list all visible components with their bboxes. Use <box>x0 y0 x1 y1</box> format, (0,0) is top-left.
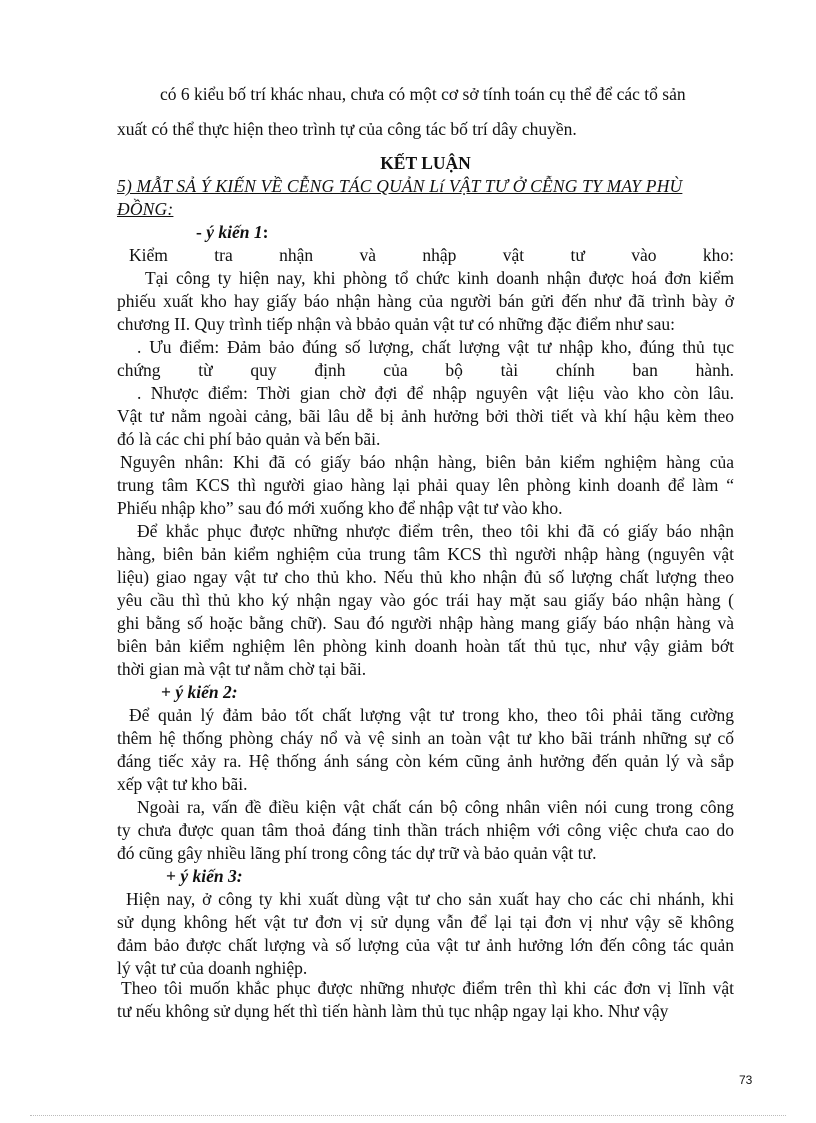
opinion-3-heading <box>166 864 366 888</box>
opinion-2-heading <box>161 680 361 704</box>
opinion-label: ý kiến 2: <box>175 682 238 702</box>
opinion-prefix: + <box>166 866 181 886</box>
paragraph-line: Để quản lý đảm bảo tốt chất lượng vật tư trong kho, theo tôi phải tăng cường <box>129 705 734 725</box>
opinion-label: ý kiến 3: <box>180 866 243 886</box>
paragraph-line: sử dụng không hết vật tư đơn vị sử dụng vẫn để lại tại đơn vị như vậy sẽ không <box>117 912 734 932</box>
paragraph-line: thêm hệ thống phòng cháy nổ và vệ sinh an toàn vật tư kho bãi tránh những sự cố <box>117 728 734 748</box>
paragraph-line: đó cũng gây nhiều lãng phí trong công tác dự trữ và bảo quản vật tư. <box>117 843 597 863</box>
paragraph-line: yêu cầu thì thủ kho ký nhận ngay vào góc trái hay mặt sau giấy báo nhận hàng ( <box>117 590 734 610</box>
paragraph-line: đáng tiếc xảy ra. Hệ thống ánh sáng còn kém cũng ảnh hưởng đến quản lý và sắp <box>117 751 734 771</box>
paragraph-line: Hiện nay, ở công ty khi xuất dùng vật tư cho sản xuất hay cho các chi nhánh, khi <box>126 889 734 909</box>
paragraph-line: ghi bằng số hoặc bằng chữ). Sau đó người nhập hàng mang giấy báo nhận hàng và <box>117 613 734 633</box>
paragraph-line: . Ưu điểm: Đảm bảo đúng số lượng, chất lượng vật tư nhập kho, đúng thủ tục <box>137 337 734 357</box>
opinion-prefix: - <box>196 222 207 242</box>
page-number: 73 <box>739 1073 753 1087</box>
paragraph-line: Kiểm tra nhận và nhập vật tư vào kho: <box>129 245 734 265</box>
paragraph-line: hàng, biên bản kiểm nghiệm của trung tâm KCS thì người nhập hàng (nguyên vật <box>117 544 734 564</box>
paragraph-line: biên bản kiểm nghiệm lên phòng kinh doanh hoàn tất thủ tục, như vậy giảm bớt <box>117 636 734 656</box>
conclusion-title: KẾT LUẬN <box>380 153 471 173</box>
paragraph-line: Theo tôi muốn khắc phục được những nhược điểm trên thì khi các đơn vị lĩnh vật <box>121 978 734 998</box>
paragraph-line: ty chưa được quan tâm thoả đáng tinh thần trách nhiệm với công việc chưa cao do <box>117 820 734 840</box>
paragraph-line: thời gian mà vật tư nằm chờ tại bãi. <box>117 659 367 679</box>
paragraph-line: Phiếu nhập kho” sau đó mới xuống kho để nhập vật tư vào kho. <box>117 498 563 518</box>
paragraph-line: Tại công ty hiện nay, khi phòng tổ chức kinh doanh nhận được hoá đơn kiểm <box>145 268 734 288</box>
paragraph-line: Nguyên nhân: Khi đã có giấy báo nhận hàng, biên bản kiểm nghiệm hàng của <box>120 452 734 472</box>
paragraph-line: trung tâm KCS thì người giao hàng lại phải quay lên phòng kinh doanh để làm “ <box>117 475 734 495</box>
paragraph-line: chương II. Quy trình tiếp nhận và bbảo quản vật tư có những đặc điểm như sau: <box>117 314 675 334</box>
opinion-prefix: + <box>161 682 176 702</box>
paragraph-line: chứng từ quy định của bộ tài chính ban hành. <box>117 360 734 380</box>
paragraph-line: đó là các chi phí bảo quản và bến bãi. <box>117 429 381 449</box>
paragraph-line: lý vật tư của doanh nghiệp. <box>117 958 308 978</box>
footer-divider <box>30 1115 786 1116</box>
paragraph-line: . Nhược điểm: Thời gian chờ đợi để nhập nguyên vật liệu vào kho còn lâu. <box>137 383 734 403</box>
paragraph-line: Để khắc phục được những nhược điểm trên, theo tôi khi đã có giấy báo nhận <box>137 521 734 541</box>
paragraph-line: phiếu xuất kho hay giấy báo nhận hàng của người bán gửi đến như đã trình bày ở <box>117 291 734 311</box>
opinion-1-heading: - ý kiến 1: <box>196 222 269 242</box>
paragraph-line: đảm bảo được chất lượng và số lượng của vật tư ảnh hưởng lớn đến công tác quản <box>117 935 734 955</box>
paragraph-line: tư nếu không sử dụng hết thì tiến hành làm thủ tục nhập ngay lại kho. Như vậy <box>117 1001 669 1021</box>
intro-line: có 6 kiểu bố trí khác nhau, chưa có một cơ sở tính toán cụ thể để các tổ sản <box>160 84 686 104</box>
section-heading: ĐỒNG: <box>117 199 174 219</box>
section-heading: 5) MẪT SẢ Ý KIẾN VỀ CỄNG TÁC QUẢN Lí VẬT TƯ Ở CỄNG TY MAY PHÙ <box>117 176 683 196</box>
paragraph-line: xếp vật tư kho bãi. <box>117 774 248 794</box>
paragraph-line: Vật tư nằm ngoài cảng, bãi lâu dễ bị ảnh hưởng bởi thời tiết và khí hậu kèm theo <box>117 406 734 426</box>
intro-line: xuất có thể thực hiện theo trình tự của công tác bố trí dây chuyền. <box>117 119 577 139</box>
paragraph-line: liệu) giao ngay vật tư cho thủ kho. Nếu thủ kho nhận đủ số lượng chất lượng theo <box>117 567 734 587</box>
opinion-label: ý kiến 1 <box>206 222 263 242</box>
paragraph-line: Ngoài ra, vấn đề điều kiện vật chất cán bộ công nhân viên nói cung trong công <box>137 797 734 817</box>
